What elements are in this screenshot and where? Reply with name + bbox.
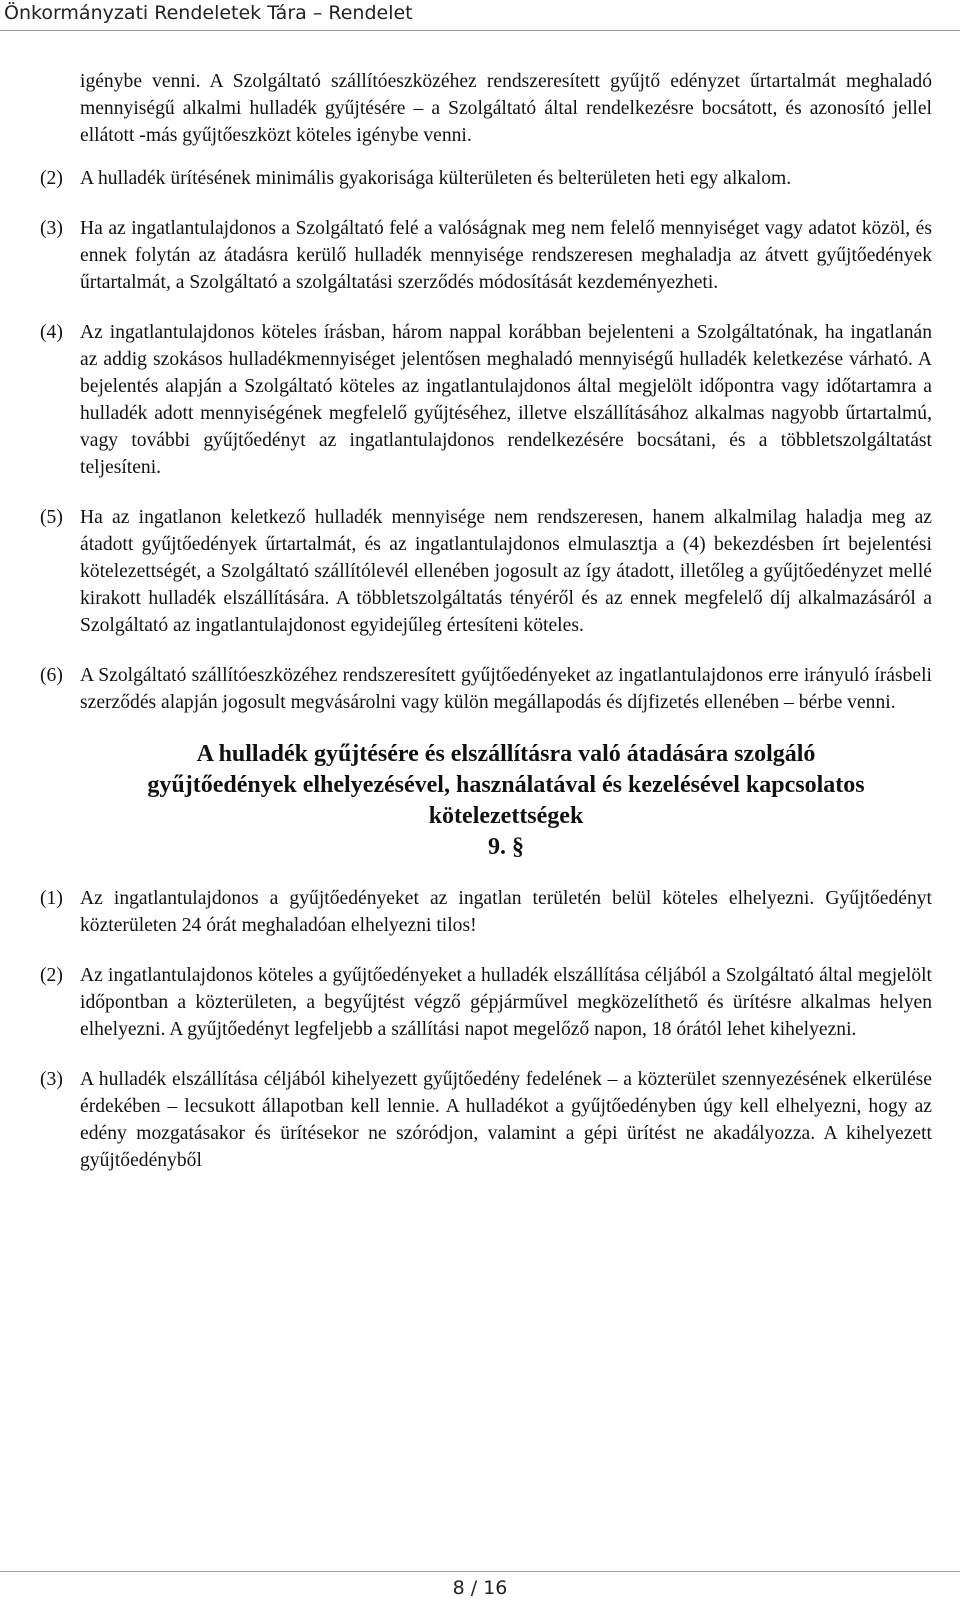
paragraph-4 xyxy=(40,319,932,481)
paragraph-number: (1) xyxy=(40,888,63,909)
paragraph-number: (3) xyxy=(40,1069,63,1090)
paragraph-text: Ha az ingatlantulajdonos a Szolgáltató felé a valóságnak meg nem felelő mennyiséget vagy adatot közöl, és ennek folytán az átadásra kerülő hulladék mennyisége rendszeresen meghaladja az átvett gyűjtőedények űrtartalmát, a Szolgáltató a szolgáltatási szerződés módosítását kezdeményezheti. xyxy=(80,218,932,293)
page-header xyxy=(0,0,960,31)
document-body xyxy=(40,68,932,1197)
paragraph-number: (5) xyxy=(40,507,63,528)
section-heading-line: kötelezettségek xyxy=(428,803,584,829)
paragraph-number: (6) xyxy=(40,665,63,686)
paragraph-text: Az ingatlantulajdonos a gyűjtőedényeket az ingatlan területén belül köteles elhelyezni. Gyűjtőedényt közterületen 24 órát meghaladóan elhelyezni tilos! xyxy=(80,888,932,936)
intro-paragraph: igénybe venni. A Szolgáltató szállítóeszközéhez rendszeresített gyűjtő edényzet űrtartalmát meghaladó mennyiségű alkalmi hulladék gyűjtésére – a Szolgáltató által rendelkezésre bocsátott, és azonosító jellel ellátott -más gyűjtőeszközt köteles igénybe venni. xyxy=(80,71,932,146)
paragraph-number: (4) xyxy=(40,322,63,343)
section-heading xyxy=(40,739,960,863)
paragraph-text: Ha az ingatlanon keletkező hulladék mennyisége nem rendszeresen, hanem alkalmilag haladja meg az átadott gyűjtőedények űrtartalmát, és az ingatlantulajdonos elmulasztja a (4) bekezdésben írt bejelentési kötelezettségét, a Szolgáltató szállítólevél ellenében jogosult az így átadott, illetőleg a gyűjtőedényzet mellé kirakott hulladék elszállítására. A többletszolgáltatás tényéről és az ennek megfelelő díj alkalmazásáról a Szolgáltató az ingatlantulajdonost egyidejűleg értesíteni köteles. xyxy=(80,507,932,636)
section-heading-line: A hulladék gyűjtésére és elszállításra való átadására szolgáló xyxy=(196,741,816,767)
page-footer xyxy=(0,1571,960,1609)
section-9-paragraph-3 xyxy=(40,1066,932,1174)
page-number: 8 / 16 xyxy=(452,1577,508,1599)
paragraph-2 xyxy=(40,165,932,192)
paragraph-text: A Szolgáltató szállítóeszközéhez rendszeresített gyűjtőedényeket az ingatlantulajdonos erre irányuló írásbeli szerződés alapján jogosult megvásárolni vagy külön megállapodás és díjfizetés ellenében – bérbe venni. xyxy=(80,665,932,713)
paragraph-5 xyxy=(40,504,932,639)
section-9-paragraph-2 xyxy=(40,962,932,1043)
paragraph-number: (3) xyxy=(40,218,63,239)
paragraph-3 xyxy=(40,215,932,296)
paragraph-number: (2) xyxy=(40,168,63,189)
section-9-paragraph-1 xyxy=(40,885,932,939)
paragraph-text: A hulladék elszállítása céljából kihelyezett gyűjtőedény fedelének – a közterület szennyezésének elkerülése érdekében – lecsukott állapotban kell lennie. A hulladékot a gyűjtőedényben úgy kell elhelyezni, hogy az edény mozgatásakor és ürítésekor ne szóródjon, valamint a gépi ürítést ne akadályozza. A kihelyezett gyűjtőedényből xyxy=(80,1069,932,1171)
header-title: Önkormányzati Rendeletek Tára – Rendelet xyxy=(4,2,413,24)
paragraph-6 xyxy=(40,662,932,716)
section-number: 9. § xyxy=(488,834,524,860)
paragraph-number: (2) xyxy=(40,965,63,986)
paragraph-text: Az ingatlantulajdonos köteles a gyűjtőedényeket a hulladék elszállítása céljából a Szolgáltató által megjelölt időpontban a közterületen, a begyűjtést végző gépjárművel megközelíthető és ürítésre alkalmas helyen elhelyezni. A gyűjtőedényt legfeljebb a szállítási napot megelőző napon, 18 órától lehet kihelyezni. xyxy=(80,965,932,1040)
paragraph-text: A hulladék ürítésének minimális gyakorisága külterületen és belterületen heti egy alkalom. xyxy=(80,168,792,189)
paragraph-text: Az ingatlantulajdonos köteles írásban, három nappal korábban bejelenteni a Szolgáltatónak, ha ingatlanán az addig szokásos hulladékmennyiséget jelentősen meghaladó mennyiségű hulladék keletkezése várható. A bejelentés alapján a Szolgáltató köteles az ingatlantulajdonos által megjelölt időpontra vagy időtartamra a hulladék adott mennyiségének megfelelő gyűjtéséhez, illetve elszállításához alkalmas nagyobb űrtartalmú, vagy további gyűjtőedényt az ingatlantulajdonos rendelkezésére bocsátani, és a többletszolgáltatást teljesíteni. xyxy=(80,322,932,478)
section-heading-line: gyűjtőedények elhelyezésével, használatával és kezelésével kapcsolatos xyxy=(147,772,865,798)
